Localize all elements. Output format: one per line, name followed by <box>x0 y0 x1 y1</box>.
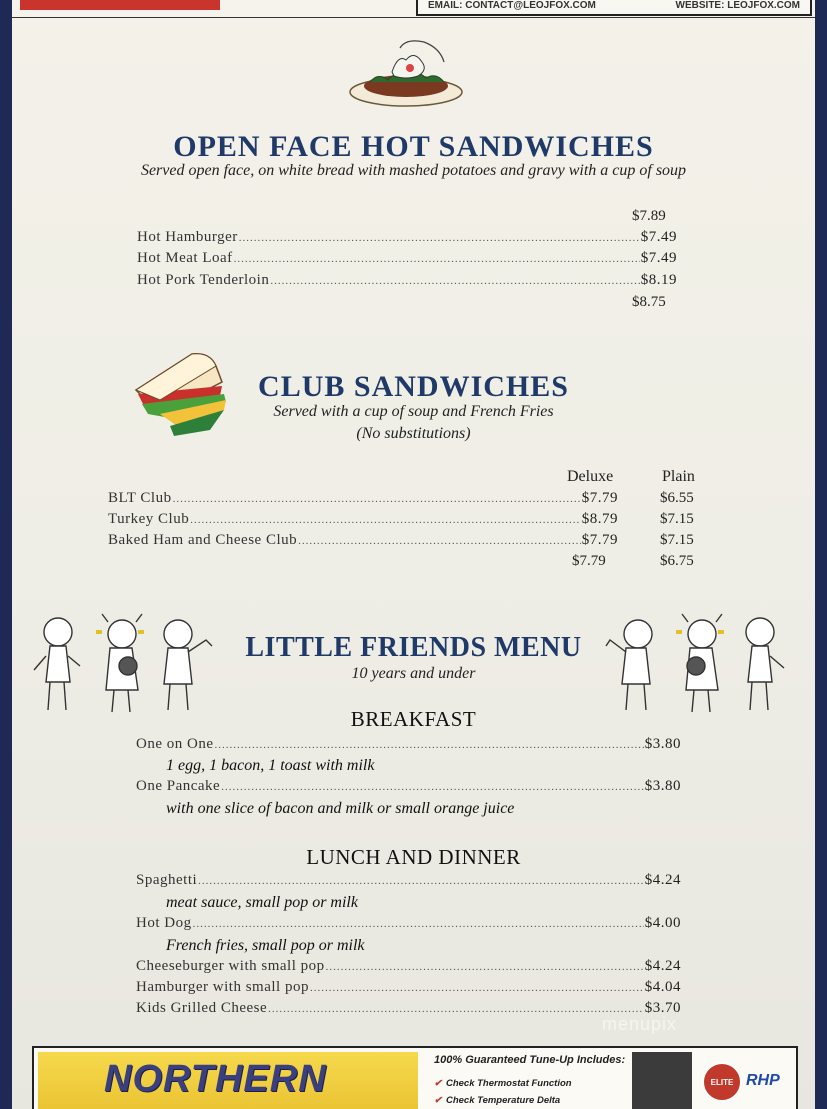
leader-dots <box>190 514 581 526</box>
menu-item <box>136 958 681 975</box>
item-price: $7.49 <box>640 229 677 245</box>
item-price: $4.24 <box>644 958 681 974</box>
leader-dots <box>239 232 640 244</box>
leader-dots <box>268 1003 644 1015</box>
menu-item <box>108 511 618 528</box>
item-price: $8.19 <box>640 272 677 288</box>
contact-email[interactable]: EMAIL: CONTACT@LEOJFOX.COM <box>428 0 596 11</box>
item-name: Hot Hamburger <box>137 229 238 245</box>
leader-dots <box>326 961 644 973</box>
item-price: $4.00 <box>644 915 681 931</box>
deluxe-column-header: Deluxe <box>567 468 614 485</box>
leader-dots <box>310 982 644 994</box>
open-face-top-price: $7.89 <box>632 208 666 224</box>
contact-box <box>416 0 812 16</box>
menu-item <box>137 272 677 289</box>
leader-dots <box>270 275 639 287</box>
item-description: meat sauce, small pop or milk <box>166 894 358 911</box>
contact-website[interactable]: WEBSITE: LEOJFOX.COM <box>675 0 800 11</box>
ad-heading: 100% Guaranteed Tune-Up Includes: <box>434 1054 626 1066</box>
menu-item <box>136 1000 681 1017</box>
leader-dots <box>234 253 640 265</box>
menu-item <box>136 736 681 753</box>
item-price: $4.04 <box>644 979 681 995</box>
item-price: $3.70 <box>644 1000 681 1016</box>
lunch-dinner-heading: LUNCH AND DINNER <box>306 845 521 869</box>
menu-item <box>136 915 681 932</box>
menu-item <box>136 872 681 889</box>
item-description: with one slice of bacon and milk or small orange juice <box>166 800 515 817</box>
elite-badge: ELITE <box>702 1062 742 1102</box>
item-price-plain: $6.55 <box>660 490 694 506</box>
item-price-plain: $7.15 <box>660 532 694 548</box>
item-price-plain: $7.15 <box>660 511 694 527</box>
header-graphic <box>20 0 220 10</box>
ad-checklist <box>434 1078 572 1109</box>
leader-dots <box>221 781 644 793</box>
checkmark-icon: ✔ <box>434 1095 442 1106</box>
ad-brand-name: NORTHERN <box>104 1058 327 1100</box>
item-price: $7.49 <box>640 250 677 266</box>
menu-item <box>136 979 681 996</box>
item-price-deluxe: $7.79 <box>581 490 618 506</box>
item-name: Hot Pork Tenderloin <box>137 272 270 288</box>
menu-item <box>108 532 618 549</box>
little-friends-subtitle: 10 years and under <box>351 665 476 682</box>
leader-dots <box>198 875 644 887</box>
little-friends-title: LITTLE FRIENDS MENU <box>245 632 582 663</box>
open-face-title: OPEN FACE HOT SANDWICHES <box>173 130 654 163</box>
ad-checklist-item: ✔ Check Thermostat Function <box>434 1078 572 1089</box>
menu-item <box>137 229 677 246</box>
item-name: Hamburger with small pop <box>136 979 309 995</box>
plate-illustration-icon <box>348 36 468 112</box>
checkmark-icon: ✔ <box>434 1078 442 1089</box>
plain-column-header: Plain <box>662 468 695 485</box>
item-name: Hot Dog <box>136 915 192 931</box>
club-title: CLUB SANDWICHES <box>258 370 569 403</box>
leader-dots <box>173 493 581 505</box>
item-name: One on One <box>136 736 214 752</box>
item-name: Kids Grilled Cheese <box>136 1000 268 1016</box>
rhp-logo: RHP <box>746 1072 780 1089</box>
club-note: (No substitutions) <box>356 425 471 442</box>
item-name: Hot Meat Loaf <box>137 250 233 266</box>
advertisement-banner[interactable] <box>32 1046 798 1109</box>
item-name: BLT Club <box>108 490 172 506</box>
club-extra-plain: $6.75 <box>660 553 694 569</box>
item-name: One Pancake <box>136 778 221 794</box>
menu-page <box>12 0 815 1109</box>
item-name: Baked Ham and Cheese Club <box>108 532 298 548</box>
menu-item <box>136 778 681 795</box>
menu-item <box>137 250 677 267</box>
leader-dots <box>193 918 644 930</box>
open-face-subtitle: Served open face, on white bread with mashed potatoes and gravy with a cup of soup <box>140 162 687 179</box>
item-price: $3.80 <box>644 736 681 752</box>
item-price-deluxe: $7.79 <box>581 532 618 548</box>
item-description: 1 egg, 1 bacon, 1 toast with milk <box>166 757 375 774</box>
watermark: menupix <box>602 1014 678 1034</box>
item-price-deluxe: $8.79 <box>581 511 618 527</box>
item-name: Turkey Club <box>108 511 190 527</box>
ad-checklist-item: ✔ Check Temperature Delta <box>434 1095 561 1106</box>
leader-dots <box>214 739 643 751</box>
item-price: $3.80 <box>644 778 681 794</box>
furnace-image <box>632 1052 692 1109</box>
item-price: $4.24 <box>644 872 681 888</box>
club-subtitle: Served with a cup of soup and French Fries <box>273 403 554 420</box>
breakfast-heading: BREAKFAST <box>350 707 477 731</box>
open-face-extra-price: $8.75 <box>632 294 666 310</box>
leader-dots <box>298 535 581 547</box>
item-description: French fries, small pop or milk <box>166 937 365 954</box>
top-header-strip <box>12 0 815 18</box>
club-extra-deluxe: $7.79 <box>572 553 606 569</box>
item-name: Cheeseburger with small pop <box>136 958 325 974</box>
item-name: Spaghetti <box>136 872 198 888</box>
menu-item <box>108 490 618 507</box>
